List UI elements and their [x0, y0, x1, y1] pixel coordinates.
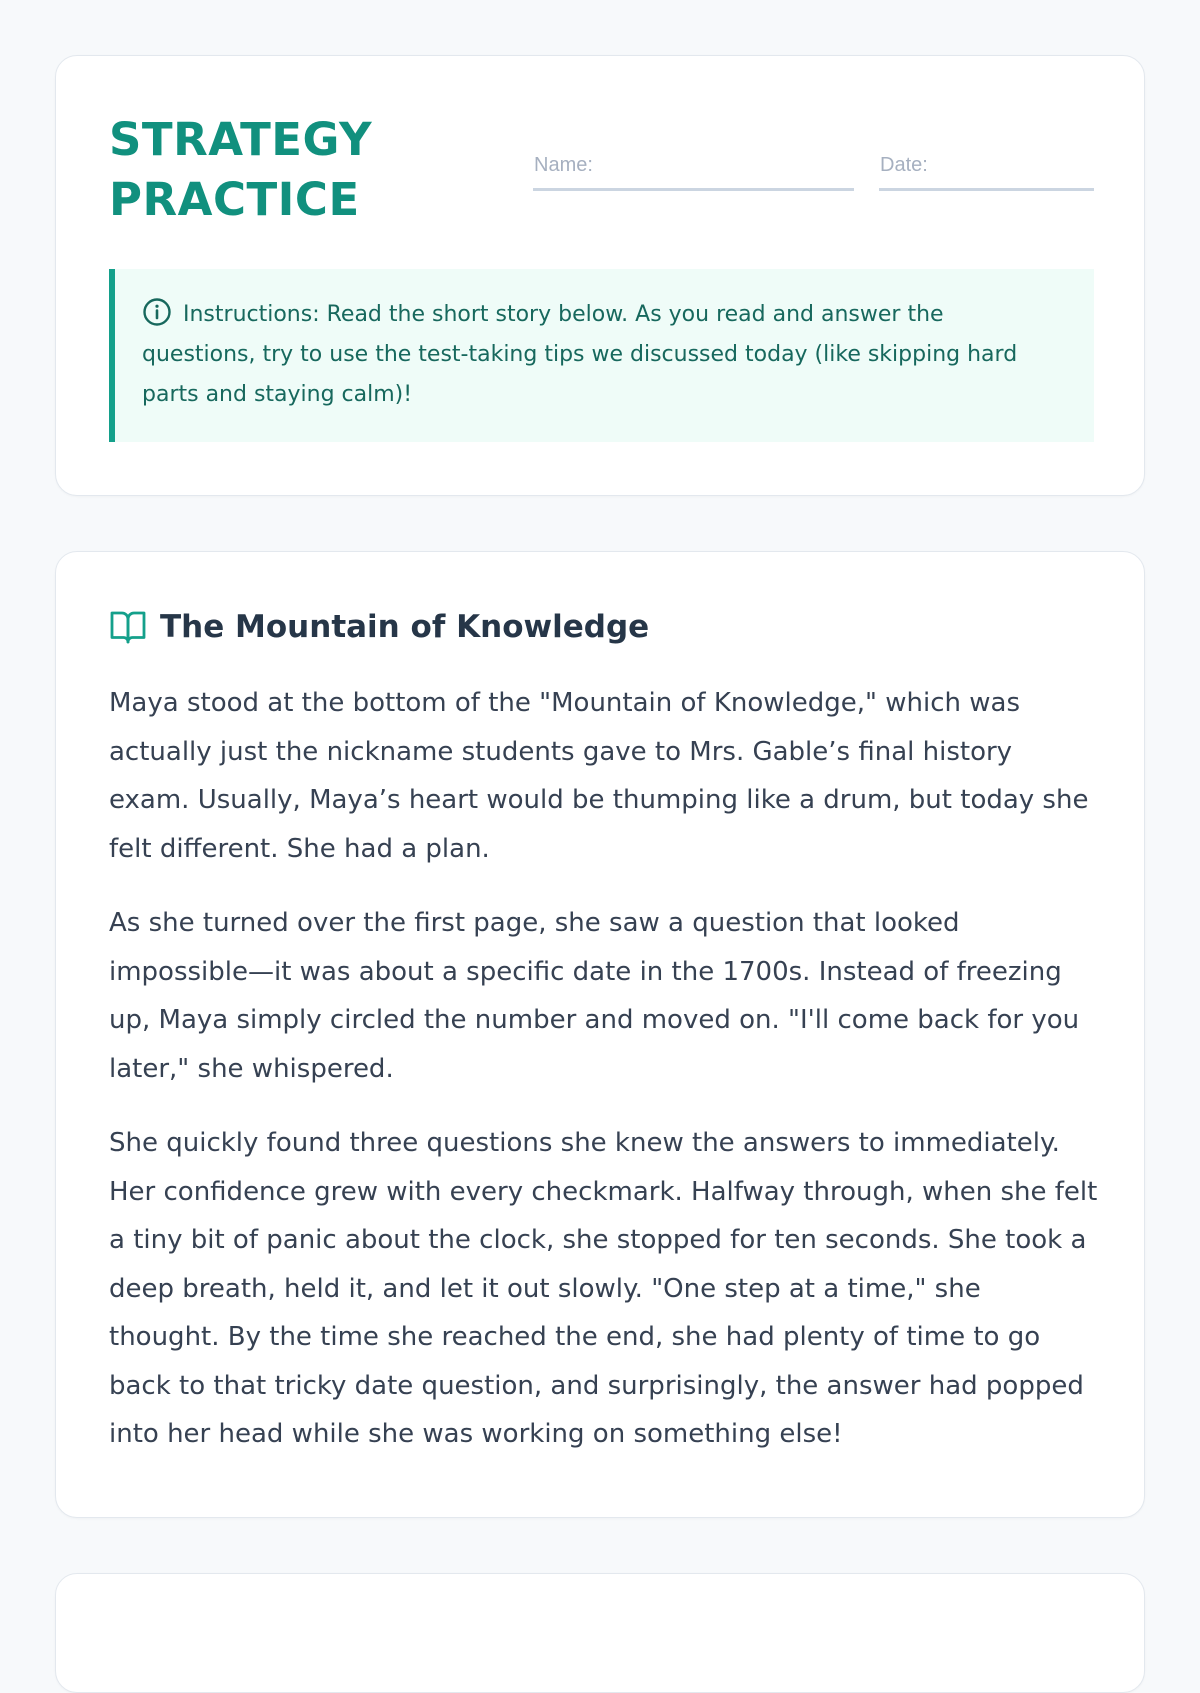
book-open-icon	[109, 609, 147, 645]
story-paragraph: She quickly found three questions she knew the answers to immediately. Her confidence grew with every checkmark. Halfway through, when she felt a tiny bit of panic about the clock, she stopped for ten seconds. She took a deep breath, held it, and let it out slowly. "One step at a time," she thought. By the time she reached the end, she had plenty of time to go back to that tricky date question, and surprisingly, the answer had popped into her head while she was working on something else!	[109, 1128, 1098, 1449]
title-line-1: STRATEGY	[109, 113, 373, 166]
title-line-2: PRACTICE	[109, 173, 360, 226]
name-label: Name:	[534, 154, 593, 176]
story-title: The Mountain of Knowledge	[160, 609, 650, 645]
instructions-box	[109, 269, 1094, 442]
date-label: Date:	[880, 154, 928, 176]
story-paragraph: Maya stood at the bottom of the "Mountain of Knowledge," which was actually just the nickname students gave to Mrs. Gable’s final history exam. Usually, Maya’s heart would be thumping like a drum, but today she felt different. She had a plan.	[109, 688, 1089, 864]
worksheet-header-card	[55, 55, 1145, 496]
story-body	[109, 679, 1099, 1485]
name-field[interactable]	[533, 149, 854, 191]
instructions-text: Instructions: Read the short story below. As you read and answer the questions, try to use the test-taking tips we discussed today (like skipping hard parts and staying calm)!	[142, 302, 1018, 407]
date-field[interactable]	[879, 149, 1094, 191]
story-paragraph: As she turned over the first page, she saw a question that looked impossible—it was about a specific date in the 1700s. Instead of freezing up, Maya simply circled the number and moved on. "I'll come back for you later," she whispered.	[109, 908, 1080, 1084]
instructions-paragraph	[142, 295, 1062, 415]
info-icon	[142, 297, 172, 327]
story-card	[55, 551, 1145, 1518]
next-card	[55, 1573, 1145, 1693]
worksheet-title	[109, 110, 372, 230]
